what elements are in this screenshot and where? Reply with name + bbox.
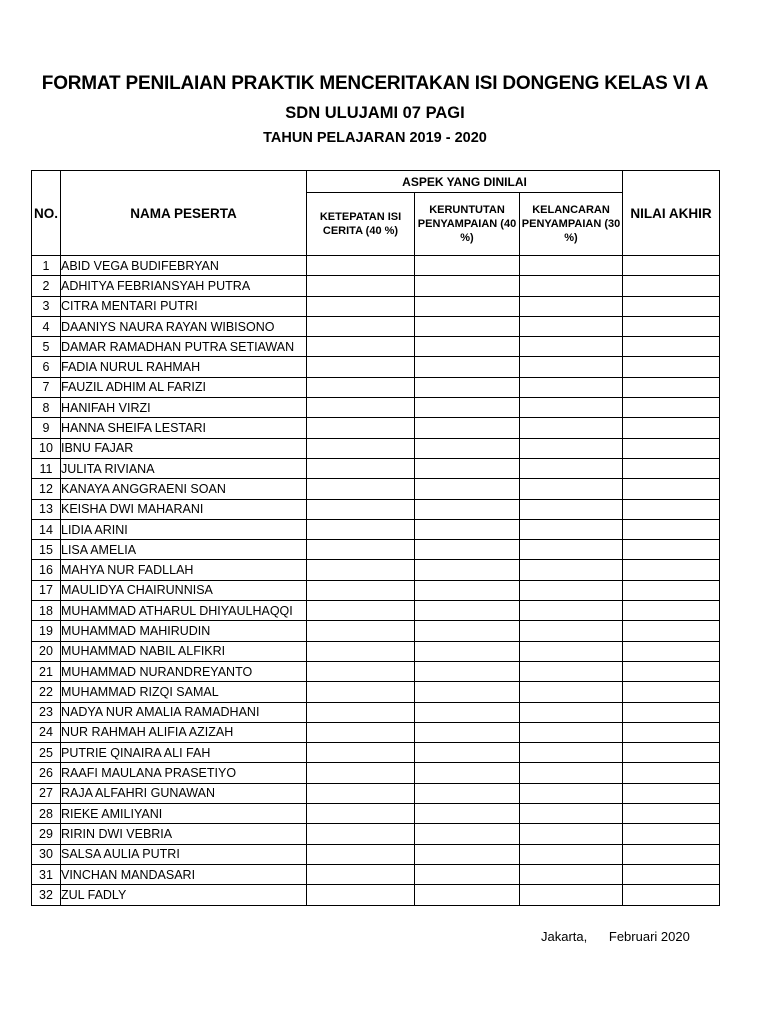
score-final-cell[interactable] xyxy=(623,479,720,499)
student-name: HANIFAH VIRZI xyxy=(61,398,307,418)
score-accuracy-cell[interactable] xyxy=(307,641,415,661)
score-coherence-cell[interactable] xyxy=(415,804,520,824)
row-number: 25 xyxy=(32,743,61,763)
score-fluency-cell[interactable] xyxy=(520,682,623,702)
score-accuracy-cell[interactable] xyxy=(307,499,415,519)
score-coherence-cell[interactable] xyxy=(415,479,520,499)
student-name: IBNU FAJAR xyxy=(61,438,307,458)
header-aspect-group: ASPEK YANG DINILAI xyxy=(307,171,623,193)
score-coherence-cell[interactable] xyxy=(415,824,520,844)
table-row xyxy=(32,560,720,580)
score-accuracy-cell[interactable] xyxy=(307,256,415,276)
score-final-cell[interactable] xyxy=(623,560,720,580)
score-fluency-cell[interactable] xyxy=(520,783,623,803)
score-accuracy-cell[interactable] xyxy=(307,824,415,844)
table-row xyxy=(32,458,720,478)
table-row xyxy=(32,804,720,824)
score-accuracy-cell[interactable] xyxy=(307,276,415,296)
student-name: MAULIDYA CHAIRUNNISA xyxy=(61,580,307,600)
table-row xyxy=(32,763,720,783)
row-number: 4 xyxy=(32,316,61,336)
row-number: 28 xyxy=(32,804,61,824)
score-coherence-cell[interactable] xyxy=(415,276,520,296)
score-fluency-cell[interactable] xyxy=(520,519,623,539)
score-coherence-cell[interactable] xyxy=(415,499,520,519)
score-accuracy-cell[interactable] xyxy=(307,682,415,702)
table-row xyxy=(32,722,720,742)
score-fluency-cell[interactable] xyxy=(520,722,623,742)
score-coherence-cell[interactable] xyxy=(415,337,520,357)
score-coherence-cell[interactable] xyxy=(415,844,520,864)
score-final-cell[interactable] xyxy=(623,499,720,519)
score-accuracy-cell[interactable] xyxy=(307,458,415,478)
student-name: MUHAMMAD ATHARUL DHIYAULHAQQI xyxy=(61,601,307,621)
row-number: 24 xyxy=(32,722,61,742)
header-final-score: NILAI AKHIR xyxy=(623,171,720,256)
score-fluency-cell[interactable] xyxy=(520,743,623,763)
table-row xyxy=(32,377,720,397)
score-coherence-cell[interactable] xyxy=(415,743,520,763)
row-number: 6 xyxy=(32,357,61,377)
table-row xyxy=(32,844,720,864)
score-coherence-cell[interactable] xyxy=(415,357,520,377)
score-final-cell[interactable] xyxy=(623,722,720,742)
student-name: ZUL FADLY xyxy=(61,885,307,905)
signature-place-date xyxy=(541,929,690,944)
row-number: 19 xyxy=(32,621,61,641)
student-name: HANNA SHEIFA LESTARI xyxy=(61,418,307,438)
row-number: 10 xyxy=(32,438,61,458)
table-row xyxy=(32,438,720,458)
score-accuracy-cell[interactable] xyxy=(307,864,415,884)
score-coherence-cell[interactable] xyxy=(415,377,520,397)
score-coherence-cell[interactable] xyxy=(415,296,520,316)
student-name: MUHAMMAD NURANDREYANTO xyxy=(61,661,307,681)
score-fluency-cell[interactable] xyxy=(520,601,623,621)
score-coherence-cell[interactable] xyxy=(415,540,520,560)
score-accuracy-cell[interactable] xyxy=(307,661,415,681)
row-number: 12 xyxy=(32,479,61,499)
row-number: 3 xyxy=(32,296,61,316)
score-coherence-cell[interactable] xyxy=(415,641,520,661)
score-fluency-cell[interactable] xyxy=(520,398,623,418)
score-accuracy-cell[interactable] xyxy=(307,763,415,783)
score-fluency-cell[interactable] xyxy=(520,337,623,357)
score-final-cell[interactable] xyxy=(623,682,720,702)
row-number: 5 xyxy=(32,337,61,357)
document-title: FORMAT PENILAIAN PRAKTIK MENCERITAKAN ISI DONGENG KELAS VI A xyxy=(41,73,709,94)
header-no: NO. xyxy=(32,171,61,256)
student-name: JULITA RIVIANA xyxy=(61,458,307,478)
student-name: DAMAR RAMADHAN PUTRA SETIAWAN xyxy=(61,337,307,357)
score-fluency-cell[interactable] xyxy=(520,824,623,844)
score-coherence-cell[interactable] xyxy=(415,580,520,600)
student-name: LIDIA ARINI xyxy=(61,519,307,539)
table-row xyxy=(32,702,720,722)
score-coherence-cell[interactable] xyxy=(415,601,520,621)
row-number: 1 xyxy=(32,256,61,276)
row-number: 30 xyxy=(32,844,61,864)
score-final-cell[interactable] xyxy=(623,418,720,438)
row-number: 22 xyxy=(32,682,61,702)
score-final-cell[interactable] xyxy=(623,580,720,600)
table-row xyxy=(32,357,720,377)
score-accuracy-cell[interactable] xyxy=(307,418,415,438)
table-row xyxy=(32,337,720,357)
score-final-cell[interactable] xyxy=(623,438,720,458)
table-row xyxy=(32,256,720,276)
score-fluency-cell[interactable] xyxy=(520,438,623,458)
score-accuracy-cell[interactable] xyxy=(307,743,415,763)
score-coherence-cell[interactable] xyxy=(415,722,520,742)
score-fluency-cell[interactable] xyxy=(520,479,623,499)
row-number: 14 xyxy=(32,519,61,539)
academic-year: TAHUN PELAJARAN 2019 - 2020 xyxy=(263,130,487,146)
row-number: 2 xyxy=(32,276,61,296)
score-coherence-cell[interactable] xyxy=(415,682,520,702)
score-coherence-cell[interactable] xyxy=(415,783,520,803)
score-fluency-cell[interactable] xyxy=(520,661,623,681)
score-final-cell[interactable] xyxy=(623,621,720,641)
score-fluency-cell[interactable] xyxy=(520,316,623,336)
row-number: 11 xyxy=(32,458,61,478)
row-number: 9 xyxy=(32,418,61,438)
score-accuracy-cell[interactable] xyxy=(307,438,415,458)
student-name: SALSA AULIA PUTRI xyxy=(61,844,307,864)
score-final-cell[interactable] xyxy=(623,256,720,276)
row-number: 32 xyxy=(32,885,61,905)
table-row xyxy=(32,296,720,316)
table-row xyxy=(32,398,720,418)
score-fluency-cell[interactable] xyxy=(520,377,623,397)
score-accuracy-cell[interactable] xyxy=(307,885,415,905)
student-name: VINCHAN MANDASARI xyxy=(61,864,307,884)
table-row xyxy=(32,316,720,336)
score-final-cell[interactable] xyxy=(623,296,720,316)
score-coherence-cell[interactable] xyxy=(415,316,520,336)
score-final-cell[interactable] xyxy=(623,601,720,621)
student-name: KEISHA DWI MAHARANI xyxy=(61,499,307,519)
score-final-cell[interactable] xyxy=(623,276,720,296)
student-name: ABID VEGA BUDIFEBRYAN xyxy=(61,256,307,276)
header-fluency: KELANCARAN PENYAMPAIAN (30 %) xyxy=(520,193,623,256)
score-final-cell[interactable] xyxy=(623,864,720,884)
score-fluency-cell[interactable] xyxy=(520,621,623,641)
score-accuracy-cell[interactable] xyxy=(307,337,415,357)
score-coherence-cell[interactable] xyxy=(415,560,520,580)
score-accuracy-cell[interactable] xyxy=(307,398,415,418)
header-accuracy: KETEPATAN ISI CERITA (40 %) xyxy=(307,193,415,256)
score-accuracy-cell[interactable] xyxy=(307,377,415,397)
student-name: FADIA NURUL RAHMAH xyxy=(61,357,307,377)
footer-date: Februari 2020 xyxy=(608,929,690,944)
score-final-cell[interactable] xyxy=(623,885,720,905)
score-coherence-cell[interactable] xyxy=(415,763,520,783)
row-number: 21 xyxy=(32,661,61,681)
score-coherence-cell[interactable] xyxy=(415,885,520,905)
score-coherence-cell[interactable] xyxy=(415,438,520,458)
score-fluency-cell[interactable] xyxy=(520,296,623,316)
student-name: ADHITYA FEBRIANSYAH PUTRA xyxy=(61,276,307,296)
table-row xyxy=(32,519,720,539)
score-fluency-cell[interactable] xyxy=(520,458,623,478)
score-accuracy-cell[interactable] xyxy=(307,844,415,864)
score-fluency-cell[interactable] xyxy=(520,499,623,519)
header-name: NAMA PESERTA xyxy=(61,171,307,256)
student-name: NADYA NUR AMALIA RAMADHANI xyxy=(61,702,307,722)
table-row xyxy=(32,743,720,763)
student-name: NUR RAHMAH ALIFIA AZIZAH xyxy=(61,722,307,742)
row-number: 27 xyxy=(32,783,61,803)
score-fluency-cell[interactable] xyxy=(520,864,623,884)
row-number: 7 xyxy=(32,377,61,397)
table-row xyxy=(32,783,720,803)
score-coherence-cell[interactable] xyxy=(415,256,520,276)
score-accuracy-cell[interactable] xyxy=(307,580,415,600)
score-final-cell[interactable] xyxy=(623,661,720,681)
row-number: 23 xyxy=(32,702,61,722)
score-coherence-cell[interactable] xyxy=(415,519,520,539)
score-final-cell[interactable] xyxy=(623,337,720,357)
score-fluency-cell[interactable] xyxy=(520,418,623,438)
school-name: SDN ULUJAMI 07 PAGI xyxy=(285,104,465,122)
student-name: MAHYA NUR FADLLAH xyxy=(61,560,307,580)
student-name: DAANIYS NAURA RAYAN WIBISONO xyxy=(61,316,307,336)
student-name: RAJA ALFAHRI GUNAWAN xyxy=(61,783,307,803)
row-number: 8 xyxy=(32,398,61,418)
table-row xyxy=(32,540,720,560)
score-accuracy-cell[interactable] xyxy=(307,560,415,580)
score-accuracy-cell[interactable] xyxy=(307,621,415,641)
row-number: 26 xyxy=(32,763,61,783)
score-final-cell[interactable] xyxy=(623,316,720,336)
table-row xyxy=(32,885,720,905)
score-final-cell[interactable] xyxy=(623,540,720,560)
student-name: PUTRIE QINAIRA ALI FAH xyxy=(61,743,307,763)
score-fluency-cell[interactable] xyxy=(520,844,623,864)
student-name: RAAFI MAULANA PRASETIYO xyxy=(61,763,307,783)
student-name: MUHAMMAD RIZQI SAMAL xyxy=(61,682,307,702)
header-coherence: KERUNTUTAN PENYAMPAIAN (40 %) xyxy=(415,193,520,256)
score-fluency-cell[interactable] xyxy=(520,276,623,296)
score-accuracy-cell[interactable] xyxy=(307,296,415,316)
table-row xyxy=(32,276,720,296)
table-row xyxy=(32,621,720,641)
score-final-cell[interactable] xyxy=(623,824,720,844)
score-final-cell[interactable] xyxy=(623,743,720,763)
student-name: FAUZIL ADHIM AL FARIZI xyxy=(61,377,307,397)
row-number: 31 xyxy=(32,864,61,884)
student-name: MUHAMMAD MAHIRUDIN xyxy=(61,621,307,641)
table-row xyxy=(32,641,720,661)
student-name: RIRIN DWI VEBRIA xyxy=(61,824,307,844)
score-fluency-cell[interactable] xyxy=(520,702,623,722)
score-final-cell[interactable] xyxy=(623,783,720,803)
student-name: LISA AMELIA xyxy=(61,540,307,560)
score-fluency-cell[interactable] xyxy=(520,804,623,824)
footer-city: Jakarta, xyxy=(541,929,588,944)
score-coherence-cell[interactable] xyxy=(415,702,520,722)
row-number: 13 xyxy=(32,499,61,519)
table-row xyxy=(32,479,720,499)
score-coherence-cell[interactable] xyxy=(415,418,520,438)
score-coherence-cell[interactable] xyxy=(415,864,520,884)
assessment-table xyxy=(31,170,720,906)
score-accuracy-cell[interactable] xyxy=(307,804,415,824)
score-accuracy-cell[interactable] xyxy=(307,519,415,539)
score-accuracy-cell[interactable] xyxy=(307,601,415,621)
student-name: CITRA MENTARI PUTRI xyxy=(61,296,307,316)
score-final-cell[interactable] xyxy=(623,398,720,418)
score-final-cell[interactable] xyxy=(623,641,720,661)
row-number: 15 xyxy=(32,540,61,560)
row-number: 20 xyxy=(32,641,61,661)
score-final-cell[interactable] xyxy=(623,458,720,478)
score-final-cell[interactable] xyxy=(623,357,720,377)
table-row xyxy=(32,824,720,844)
student-name: MUHAMMAD NABIL ALFIKRI xyxy=(61,641,307,661)
score-accuracy-cell[interactable] xyxy=(307,540,415,560)
row-number: 16 xyxy=(32,560,61,580)
table-row xyxy=(32,418,720,438)
score-final-cell[interactable] xyxy=(623,702,720,722)
score-accuracy-cell[interactable] xyxy=(307,479,415,499)
score-accuracy-cell[interactable] xyxy=(307,357,415,377)
score-fluency-cell[interactable] xyxy=(520,540,623,560)
score-fluency-cell[interactable] xyxy=(520,885,623,905)
row-number: 18 xyxy=(32,601,61,621)
row-number: 17 xyxy=(32,580,61,600)
score-coherence-cell[interactable] xyxy=(415,398,520,418)
student-name: RIEKE AMILIYANI xyxy=(61,804,307,824)
score-fluency-cell[interactable] xyxy=(520,580,623,600)
table-row xyxy=(32,601,720,621)
score-coherence-cell[interactable] xyxy=(415,661,520,681)
score-coherence-cell[interactable] xyxy=(415,621,520,641)
score-fluency-cell[interactable] xyxy=(520,641,623,661)
table-row xyxy=(32,580,720,600)
score-accuracy-cell[interactable] xyxy=(307,702,415,722)
row-number: 29 xyxy=(32,824,61,844)
score-final-cell[interactable] xyxy=(623,763,720,783)
score-accuracy-cell[interactable] xyxy=(307,783,415,803)
table-row xyxy=(32,682,720,702)
score-fluency-cell[interactable] xyxy=(520,763,623,783)
table-row xyxy=(32,661,720,681)
score-final-cell[interactable] xyxy=(623,804,720,824)
score-final-cell[interactable] xyxy=(623,377,720,397)
table-row xyxy=(32,864,720,884)
score-final-cell[interactable] xyxy=(623,519,720,539)
table-row xyxy=(32,499,720,519)
score-final-cell[interactable] xyxy=(623,844,720,864)
score-accuracy-cell[interactable] xyxy=(307,722,415,742)
score-coherence-cell[interactable] xyxy=(415,458,520,478)
score-fluency-cell[interactable] xyxy=(520,357,623,377)
student-rows xyxy=(32,256,720,906)
score-fluency-cell[interactable] xyxy=(520,256,623,276)
student-name: KANAYA ANGGRAENI SOAN xyxy=(61,479,307,499)
score-accuracy-cell[interactable] xyxy=(307,316,415,336)
score-fluency-cell[interactable] xyxy=(520,560,623,580)
